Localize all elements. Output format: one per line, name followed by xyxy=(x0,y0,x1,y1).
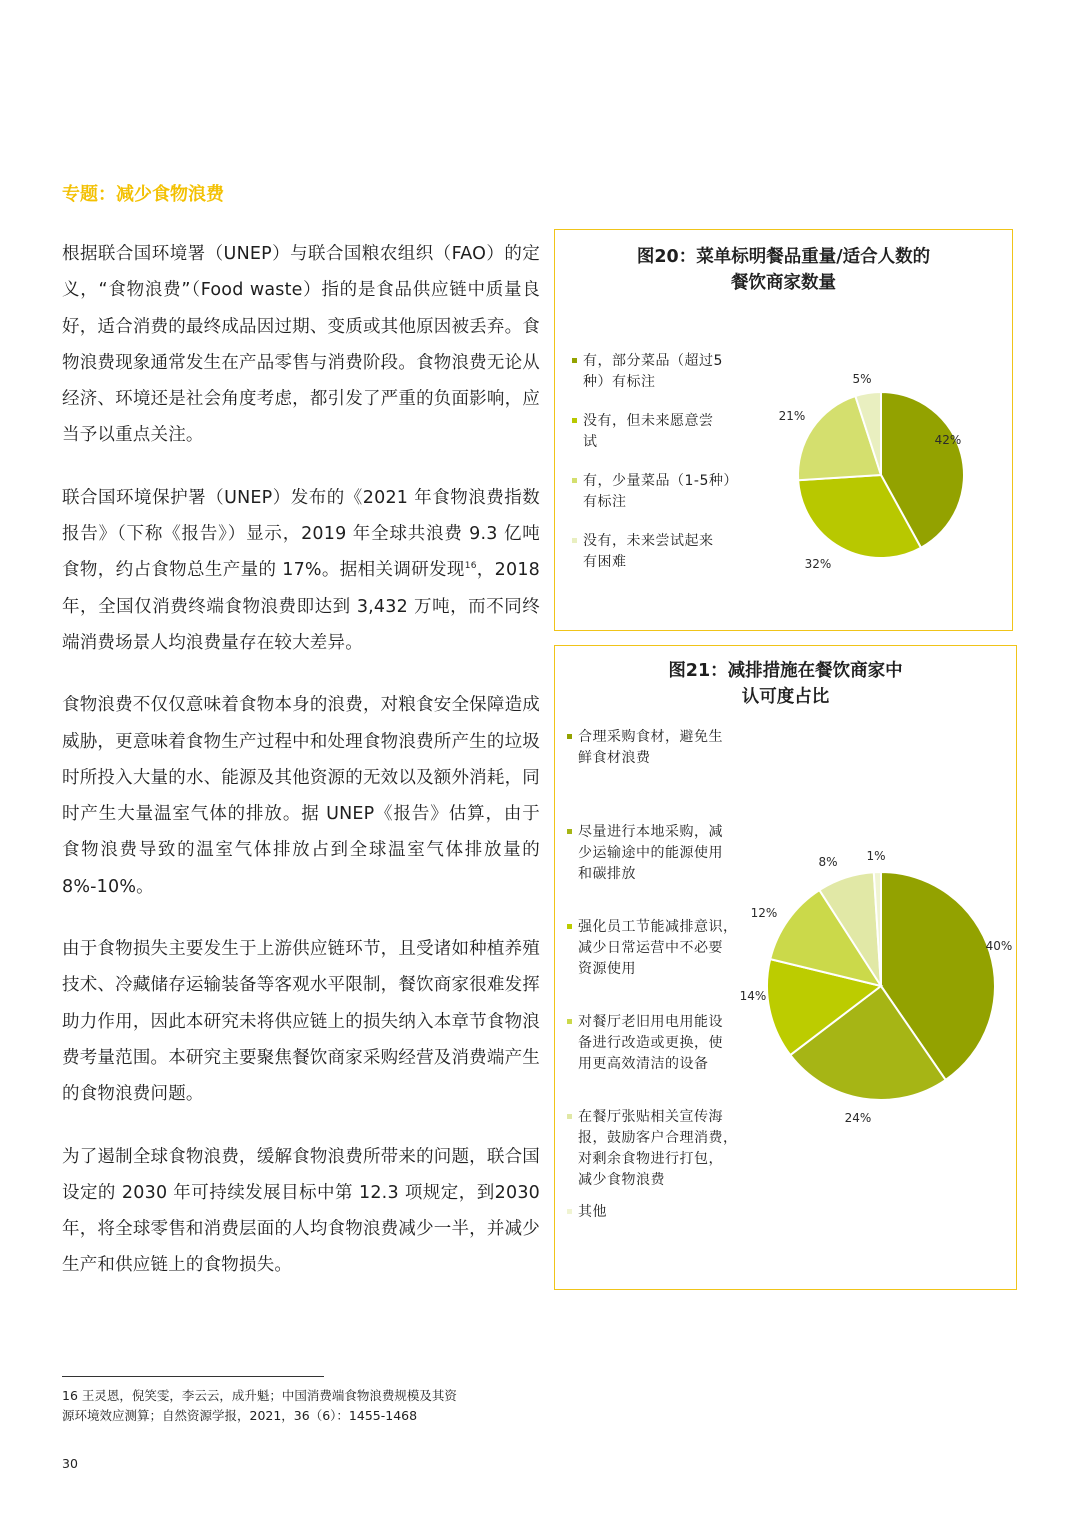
footnote-divider xyxy=(62,1376,324,1377)
chart-21-legend-label: 减少食物浪费 xyxy=(578,1172,665,1188)
paragraph-2-part-b: ，2018 年，全国仅消费终端食物浪费即达到 3,432 万吨，而不同终端消费场景人均浪费量存在较大差异。 xyxy=(62,560,540,653)
chart-20-legend-label: 有，少量菜品（1-5种） xyxy=(583,473,738,489)
chart-21-data-label: 40% xyxy=(985,939,1013,953)
chart-20-legend-label: 有，部分菜品（超过5 xyxy=(583,353,723,369)
chart-21-data-label: 1% xyxy=(866,849,886,863)
chart-21-legend-label: 用更高效清洁的设备 xyxy=(578,1056,709,1072)
chart-21-legend-label: 尽量进行本地采购，减 xyxy=(578,824,723,840)
paragraph-2-part-a: 联合国环境保护署（UNEP）发布的《2021 年食物浪费指数报告》（下称《报告》）显示，2019 年全球共浪费 9.3 亿吨食物，约占食物总生产量的 17%。据相关调研发现 xyxy=(62,487,540,581)
chart-21-title-line-1: 图21：减排措施在餐饮商家中 xyxy=(668,661,903,681)
chart-21-title-line-2: 认可度占比 xyxy=(741,687,830,707)
chart-20-pie xyxy=(555,230,1011,628)
chart-20-title-line-1: 图20：菜单标明餐品重量/适合人数的 xyxy=(636,247,931,267)
chart-20-panel xyxy=(554,229,1013,631)
chart-21-legend-label: 鲜食材浪费 xyxy=(578,750,651,766)
chart-20-legend-label: 没有，未来尝试起来 xyxy=(583,533,714,549)
chart-21-legend-label: 其他 xyxy=(578,1204,607,1220)
chart-21-data-label: 12% xyxy=(750,906,778,920)
chart-21-pie xyxy=(555,646,1015,1288)
paragraph-4: 由于食物损失主要发生于上游供应链环节，且受诸如种植养殖技术、冷藏储存运输装备等客观水平限制，餐饮商家很难发挥助力作用，因此本研究未将供应链上的损失纳入本章节食物浪费考量范围。本研究主要聚焦餐饮商家采购经营及消费端产生的食物浪费问题。 xyxy=(62,939,540,1105)
paragraph-1: 根据联合国环境署（UNEP）与联合国粮农组织（FAO）的定义，“食物浪费”（Food waste）指的是食品供应链中质量良好，适合消费的最终成品因过期、变质或其他原因被丢弃。食物浪费现象通常发生在产品零售与消费阶段。食物浪费无论从经济、环境还是社会角度考虑，都引发了严重的负面影响，应当予以重点关注。 xyxy=(62,244,540,446)
chart-21-legend-label: 强化员工节能减排意识， xyxy=(578,919,738,935)
chart-20-data-label: 5% xyxy=(852,372,872,386)
chart-21-data-label: 8% xyxy=(818,855,838,869)
footnote-line-2: 源环境效应测算；自然资源学报，2021，36（6）：1455-1468 xyxy=(62,1408,418,1423)
chart-21-panel xyxy=(554,645,1017,1290)
footnote-line-1: 16 王灵恩，倪笑雯，李云云，成升魁；中国消费端食物浪费规模及其资 xyxy=(62,1388,457,1403)
chart-21-legend-label: 在餐厅张贴相关宣传海 xyxy=(578,1109,723,1125)
chart-20-legend-label: 有困难 xyxy=(583,554,627,570)
chart-20-title-line-2: 餐饮商家数量 xyxy=(731,273,836,293)
chart-21-legend-label: 对餐厅老旧用电用能设 xyxy=(578,1014,723,1030)
chart-20-legend-label: 试 xyxy=(583,434,598,450)
chart-21-legend-label: 减少日常运营中不必要 xyxy=(578,940,723,956)
chart-21-data-label: 24% xyxy=(844,1111,872,1125)
chart-21-legend-label: 备进行改造或更换，使 xyxy=(578,1035,723,1051)
chart-21-legend-label: 对剩余食物进行打包， xyxy=(578,1151,723,1167)
chart-20-data-label: 42% xyxy=(934,433,962,447)
chart-20-data-label: 32% xyxy=(804,557,832,571)
footnote-ref[interactable]: 16 xyxy=(464,561,477,572)
chart-20-legend-label: 有标注 xyxy=(583,494,627,510)
section-title: 专题：减少食物浪费 xyxy=(62,184,224,205)
page-number: 30 xyxy=(62,1456,78,1471)
chart-20-legend-label: 种）有标注 xyxy=(583,374,656,390)
paragraph-5: 为了遏制全球食物浪费，缓解食物浪费所带来的问题，联合国设定的 2030 年可持续发展目标中第 12.3 项规定，到2030年，将全球零售和消费层面的人均食物浪费减少一半，并减少生产和供应链上的食物损失。 xyxy=(62,1146,540,1276)
chart-21-legend-label: 资源使用 xyxy=(578,961,636,977)
footnote xyxy=(62,1386,542,1426)
chart-21-legend-label: 报，鼓励客户合理消费， xyxy=(578,1130,738,1146)
chart-20-data-label: 21% xyxy=(778,409,806,423)
chart-21-legend-label: 合理采购食材，避免生 xyxy=(578,729,723,745)
chart-21-legend-label: 少运输途中的能源使用 xyxy=(578,845,723,861)
chart-20-legend-label: 没有，但未来愿意尝 xyxy=(583,413,714,429)
chart-21-legend-label: 和碳排放 xyxy=(578,866,636,882)
paragraph-2 xyxy=(62,480,540,661)
chart-21-data-label: 14% xyxy=(739,989,767,1003)
paragraph-3: 食物浪费不仅仅意味着食物本身的浪费，对粮食安全保障造成威胁，更意味着食物生产过程中和处理食物浪费所产生的垃圾时所投入大量的水、能源及其他资源的无效以及额外消耗，同时产生大量温室气体的排放。据 UNEP《报告》估算，由于食物浪费导致的温室气体排放占到全球温室气体排放量的 8%-10%。 xyxy=(62,695,540,897)
body-text xyxy=(62,236,540,1310)
